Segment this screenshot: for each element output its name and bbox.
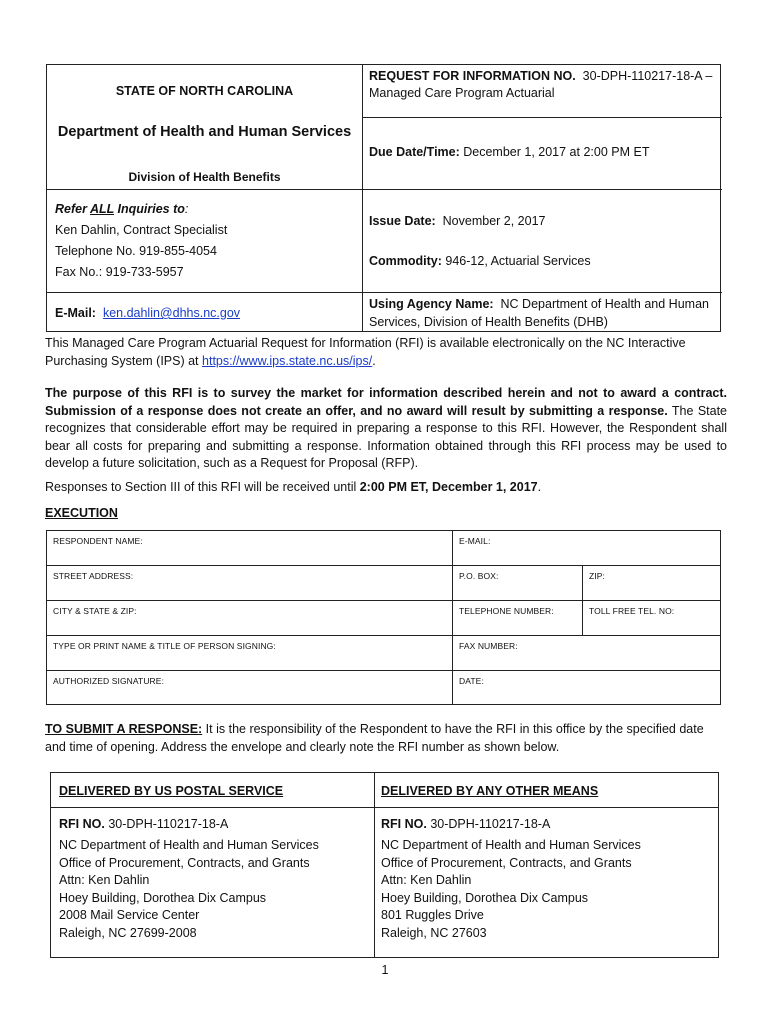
submit-paragraph bbox=[45, 721, 727, 756]
purpose-text: The State recognizes that considerable effort may be required in preparing a response to this RFI. However, the Respondent shall bear all costs for preparing and submitting a response. Information obtained through this RFI process may be used to develop a future solicitation, such as a Request for Proposal (RFP). bbox=[45, 403, 728, 470]
other-address-line: Office of Procurement, Contracts, and Grants bbox=[381, 855, 632, 870]
issue-date-line bbox=[369, 213, 546, 230]
state-name: STATE OF NORTH CAROLINA bbox=[115, 84, 294, 98]
rfi-title: Managed Care Program Actuarial bbox=[369, 86, 555, 100]
email-link[interactable]: ken.dahlin@dhhs.nc.gov bbox=[102, 306, 241, 320]
email-label: E-Mail: bbox=[55, 306, 96, 320]
due-value: December 1, 2017 at 2:00 PM ET bbox=[463, 145, 650, 159]
telephone-number-field[interactable]: TELEPHONE NUMBER: bbox=[459, 606, 554, 616]
other-address-line: Hoey Building, Dorothea Dix Campus bbox=[381, 890, 589, 905]
rfi-number-line bbox=[369, 68, 712, 85]
other-address-line: Raleigh, NC 27603 bbox=[381, 925, 487, 940]
refer-inquiries-label: Refer ALL Inquiries to: bbox=[55, 202, 189, 216]
intro-line-2: Purchasing System (IPS) at https://www.ips.state.nc.us/ips/. bbox=[45, 353, 376, 368]
responses-deadline: 2:00 PM ET, December 1, 2017 bbox=[359, 480, 538, 494]
rfi-label: REQUEST FOR INFORMATION NO. bbox=[369, 69, 576, 83]
rfi-number: 30-DPH-110217-18-A – bbox=[582, 69, 713, 83]
submit-line-1: TO SUBMIT A RESPONSE: It is the responsibility of the Respondent to have the RFI in this office by the specified date bbox=[45, 722, 704, 736]
usps-address-line: Office of Procurement, Contracts, and Grants bbox=[59, 855, 310, 870]
submit-label: TO SUBMIT A RESPONSE: bbox=[45, 722, 203, 736]
other-means-heading: DELIVERED BY ANY OTHER MEANS bbox=[381, 784, 599, 798]
submit-line-2: and time of opening. Address the envelope and clearly note the RFI number as shown below. bbox=[45, 739, 560, 754]
delivery-table bbox=[50, 772, 719, 958]
purpose-paragraph bbox=[45, 385, 727, 473]
purpose-bold-text: The purpose of this RFI is to survey the market for information described herein and not to award a contract. Submission of a response does not create an offer, and no award will result by submitting a response. bbox=[45, 386, 727, 418]
header-table bbox=[46, 64, 721, 332]
email-field[interactable]: E-MAIL: bbox=[459, 536, 491, 546]
other-address-line: Attn: Ken Dahlin bbox=[381, 873, 472, 887]
commodity-value: 946-12, Actuarial Services bbox=[445, 254, 591, 268]
agency-label: Using Agency Name: bbox=[369, 297, 494, 311]
commodity-label: Commodity: bbox=[369, 254, 442, 268]
email-row bbox=[55, 305, 240, 322]
due-label: Due Date/Time: bbox=[369, 145, 460, 159]
signer-name-title-field[interactable]: TYPE OR PRINT NAME & TITLE OF PERSON SIGNING: bbox=[53, 641, 276, 651]
page-number: 1 bbox=[381, 963, 389, 977]
other-address-line: 801 Ruggles Drive bbox=[381, 908, 484, 922]
other-address bbox=[381, 837, 641, 942]
contact-telephone: Telephone No. 919-855-4054 bbox=[55, 244, 217, 258]
intro-line-1: This Managed Care Program Actuarial Request for Information (RFI) is available electronically on the NC Interactive bbox=[45, 336, 686, 350]
agency-value-1: NC Department of Health and Human bbox=[500, 297, 709, 311]
issue-label: Issue Date: bbox=[369, 214, 436, 228]
usps-rfi-number: RFI NO. 30-DPH-110217-18-A bbox=[59, 817, 229, 831]
ips-url-link[interactable]: https://www.ips.state.nc.us/ips/ bbox=[202, 353, 373, 368]
other-address-line: NC Department of Health and Human Services bbox=[381, 838, 641, 852]
respondent-name-field[interactable]: RESPONDENT NAME: bbox=[53, 536, 143, 546]
department-name: Department of Health and Human Services bbox=[57, 124, 352, 140]
fax-number-field[interactable]: FAX NUMBER: bbox=[459, 641, 518, 651]
division-name: Division of Health Benefits bbox=[128, 170, 281, 184]
usps-address bbox=[59, 837, 319, 942]
usps-address-line: NC Department of Health and Human Services bbox=[59, 838, 319, 852]
usps-address-line: Attn: Ken Dahlin bbox=[59, 873, 150, 887]
authorized-signature-field[interactable]: AUTHORIZED SIGNATURE: bbox=[53, 676, 165, 686]
usps-address-line: Raleigh, NC 27699-2008 bbox=[59, 925, 197, 940]
agency-value-2: Services, Division of Health Benefits (DHB) bbox=[369, 315, 608, 329]
commodity-line bbox=[369, 253, 591, 270]
responses-line: Responses to Section III of this RFI will be received until 2:00 PM ET, December 1, 2017. bbox=[45, 480, 542, 494]
zip-field[interactable]: ZIP: bbox=[589, 571, 605, 581]
issue-value: November 2, 2017 bbox=[442, 214, 546, 228]
contact-name: Ken Dahlin, Contract Specialist bbox=[55, 223, 228, 237]
execution-heading: EXECUTION bbox=[45, 506, 118, 520]
usps-address-line: Hoey Building, Dorothea Dix Campus bbox=[59, 890, 267, 905]
agency-line-1 bbox=[369, 296, 709, 313]
execution-table bbox=[46, 530, 721, 705]
usps-heading: DELIVERED BY US POSTAL SERVICE bbox=[59, 784, 284, 798]
usps-address-line: 2008 Mail Service Center bbox=[59, 908, 200, 922]
due-date-line bbox=[369, 144, 649, 161]
date-field[interactable]: DATE: bbox=[459, 676, 484, 686]
toll-free-field[interactable]: TOLL FREE TEL. NO: bbox=[589, 606, 675, 616]
po-box-field[interactable]: P.O. BOX: bbox=[459, 571, 499, 581]
other-rfi-number: RFI NO. 30-DPH-110217-18-A bbox=[381, 817, 551, 831]
city-state-zip-field[interactable]: CITY & STATE & ZIP: bbox=[53, 606, 137, 616]
intro-paragraph bbox=[45, 335, 727, 370]
street-address-field[interactable]: STREET ADDRESS: bbox=[53, 571, 134, 581]
contact-fax: Fax No.: 919-733-5957 bbox=[55, 265, 184, 279]
